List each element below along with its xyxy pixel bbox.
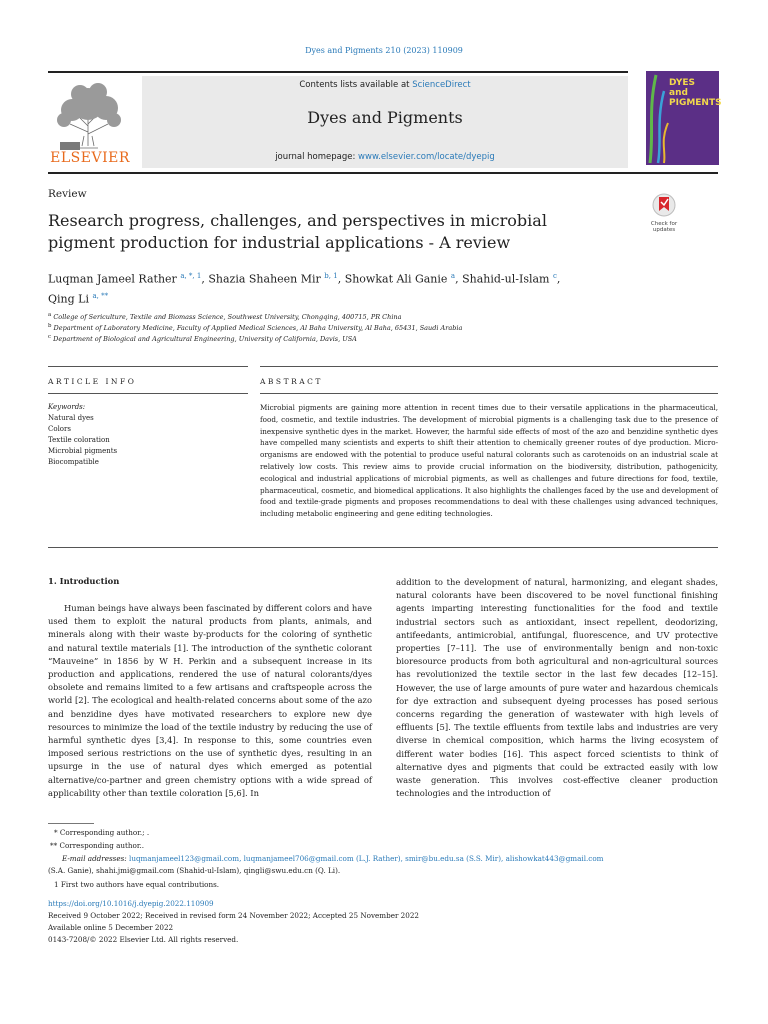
info-top-rule [48, 366, 248, 367]
email-links[interactable]: luqmanjameel123@gmail.com, luqmanjameel706@gmail.com (L.J. Rather), smir@bu.edu.sa (S.S. Mir), alishowkat443@gmail.com [129, 854, 604, 863]
abstract-mid-rule [260, 393, 718, 394]
corresponding-author-1: * Corresponding author.; . [54, 828, 150, 837]
author-sup[interactable]: c [552, 272, 557, 280]
publisher-wordmark: ELSEVIER [50, 150, 130, 166]
sciencedirect-link[interactable]: ScienceDirect [412, 80, 471, 90]
footnote-rule [48, 823, 94, 824]
keyword: Colors [48, 425, 71, 433]
journal-reference[interactable]: Dyes and Pigments 210 (2023) 110909 [305, 46, 463, 55]
elsevier-tree-logo [48, 76, 132, 168]
author: Qing Li [48, 292, 89, 306]
author-sup[interactable]: b, 1 [324, 272, 338, 280]
abstract-bottom-rule [48, 547, 718, 548]
author-sup[interactable]: a [450, 272, 456, 280]
abstract-top-rule [260, 366, 718, 367]
info-mid-rule [48, 393, 248, 394]
contents-available: Contents lists available at ScienceDirect [299, 80, 471, 90]
equal-contribution-note: 1 First two authors have equal contributions. [54, 880, 220, 889]
bookmark-icon [646, 193, 682, 217]
keywords-label: Keywords: [48, 403, 86, 411]
intro-left-column: Human beings have always been fascinated by different colors and have used them to exploit the natural products from plants, animals, and minerals along with their waste by-products for the coloring of synthetic and natural textile materials [1]. The introduction of the synthetic colorant “Mauveine” in 1856 by W H. Perkin and a subsequent increase in its production and applications, rendered the use of natural colorants/dyes obsolete and remains limited to a few artisans and craftspeople across the world [2]. The ecological and health-related concerns about some of the azo and benzidine dyes have motivated researchers to explore new dye resources to minimize the load of the textile industry by reducing the use of harmful synthetic dyes [3,4]. In response to this, some countries even imposed serious restrictions on the use of synthetic dyes, resulting in an upsurge in the use of natural dyes which emerged as potential alternative/co-partner and green chemistry options with a wide spread of applicability other than textile coloration [5,6]. In [48, 603, 372, 798]
author-list: Luqman Jameel Rather $^{a, *, 1}$, Shazia Shaheen Mir $^{b, 1}$, Showkat Ali Ganie $^a$, Shahid-ul-Islam $^c$, Qing Li $^{a, **}$ [48, 272, 561, 306]
keyword: Textile coloration [48, 436, 110, 444]
email-addresses-cont[interactable]: (S.A. Ganie), shahi.jmi@gmail.com (Shahid-ul-Islam), qingli@swu.edu.cn (Q. Li). [48, 866, 341, 875]
section-heading: 1. Introduction [48, 576, 120, 586]
affiliation: $^c$ Department of Biological and Agricultural Engineering, University of California, Davis, USA [48, 334, 357, 344]
article-type: Review [48, 188, 87, 200]
header-top-rule [48, 71, 628, 73]
article-title: Research progress, challenges, and perspectives in microbial pigment production for industrial applications - A review [48, 211, 547, 252]
email-addresses: E-mail addresses: luqmanjameel123@gmail.com, luqmanjameel706@gmail.com (L.J. Rather), smir@bu.edu.sa (S.S. Mir), alishowkat443@gmail.com [62, 854, 604, 863]
keywords-block [48, 402, 117, 468]
header-bottom-rule [48, 172, 718, 174]
article-info-heading: ARTICLE INFO [48, 377, 137, 386]
intro-right-column: addition to the development of natural, harmonizing, and elegant shades, natural colorants have been discovered to be novel functional finishing agents imparting interesting functionalities for the food and textile industrial sectors such as antioxidant, insect repellent, deodorizing, antifeedants, antimicrobial, antifungal, fluorescence, and UV protective properties [7–11]. The use of environmentally benign and non-toxic bioresource products from both agricultural and non-agricultural sources has revolutionized the textile sector in the last few decades [12–15]. However, the use of large amounts of pure water and hazardous chemicals for dye extraction and subsequent dyeing processes has posed serious concerns regarding the generation of wastewater with high levels of effluents [5]. The textile effluents from textile labs and industries are very diverse in chemical composition, which harms the living ecosystem of different water bodies [16]. This aspect forced scientists to think of alternative dyes and pigments that could be extracted easily with low waste generation. This involves cost-effective cleaner production technologies and the introduction of [396, 577, 718, 799]
author-sup[interactable]: a, *, 1 [180, 272, 202, 280]
homepage-link[interactable]: www.elsevier.com/locate/dyepig [358, 152, 495, 162]
copyright: 0143-7208/© 2022 Elsevier Ltd. All rights reserved. [48, 935, 239, 944]
author-sup[interactable]: a, ** [92, 291, 109, 300]
affiliation: $^a$ College of Sericulture, Textile and Biomass Science, Southwest University, Chongqing, 400715, PR China [48, 312, 402, 322]
keyword: Microbial pigments [48, 447, 118, 455]
affiliation: $^b$ Department of Laboratory Medicine, Faculty of Applied Medical Sciences, Al Baha University, Al Baha, 65431, Saudi Arabia [48, 323, 463, 333]
author: Showkat Ali Ganie [344, 272, 448, 286]
abstract-text: Microbial pigments are gaining more attention in recent times due to their versatile applications in the pharmaceutical, food, cosmetic, and textile industries. The development of microbial pigments is a challenging task due to the presence of inexpensive synthetic dyes in the market. However, the harmful side effects of most of the azo and benzidine synthetic dyes have compelled many scientists and experts to shift their attention to chemically greener routes of dye production. Micro-organisms are endowed with the potential to produce useful natural colorants such as carotenoids on an industrial scale at relatively low costs. This review aims to provide crucial information on the biodiversity, distribution, pathogenicity, ecological and industrial applications of microbial pigments, as well as challenges and future directions for food, textile, pharmaceutical, cosmetic, and biomedical applications. It also highlights the challenges faced by the use and development of food and textile-grade pigments and proposes recommendations to deal with these challenges using advanced techniques, including metabolic engineering and gene editing technologies. [260, 403, 718, 519]
corresponding-author-2: ** Corresponding author.. [50, 841, 145, 850]
doi-link[interactable]: https://doi.org/10.1016/j.dyepig.2022.110909 [48, 899, 214, 908]
author: Shahid-ul-Islam [462, 272, 550, 286]
keyword: Biocompatible [48, 458, 99, 466]
check-for-updates-badge[interactable]: Check for updates [646, 193, 682, 229]
abstract-heading: ABSTRACT [260, 377, 323, 386]
author: Shazia Shaheen Mir [208, 272, 321, 286]
keyword: Natural dyes [48, 414, 94, 422]
journal-homepage: journal homepage: www.elsevier.com/locate/dyepig [275, 152, 495, 162]
received-dates: Received 9 October 2022; Received in revised form 24 November 2022; Accepted 25 November 2022 [48, 911, 419, 920]
available-online: Available online 5 December 2022 [48, 923, 174, 932]
author: Luqman Jameel Rather [48, 272, 177, 286]
journal-title: Dyes and Pigments [307, 108, 463, 127]
cover-title: DYES and PIGMENTS [669, 78, 722, 108]
